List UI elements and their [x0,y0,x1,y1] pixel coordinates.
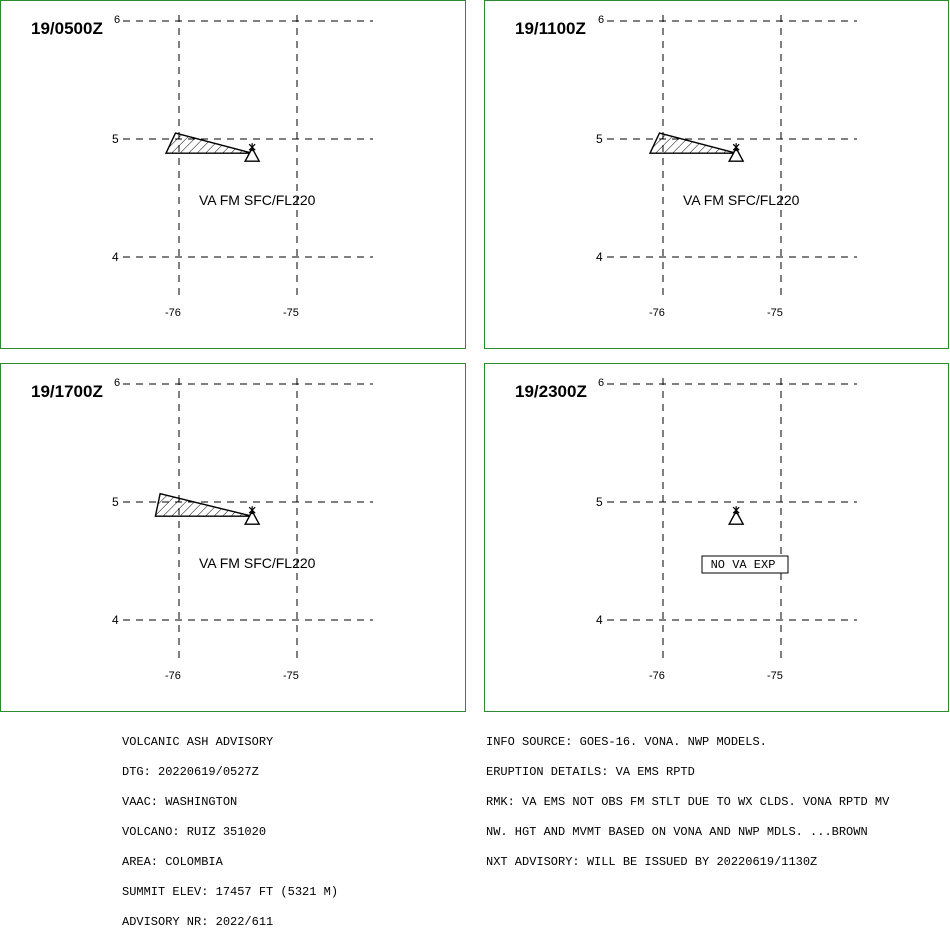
longitude-tick-label--76: -76 [165,307,181,319]
forecast-time-label: 19/0500Z [31,19,103,38]
latitude-tick-label-4: 4 [112,250,119,264]
forecast-panel-2300z [484,363,949,712]
map-canvas [485,364,950,713]
forecast-panel-0500z [0,0,466,349]
advisory-title: VOLCANIC ASH ADVISORY [122,735,274,749]
latitude-tick-label-5: 5 [596,132,603,146]
advisory-dtg: DTG: 20220619/0527Z [122,765,259,779]
advisory-remarks-line1: RMK: VA EMS NOT OBS FM STLT DUE TO WX CLDS. VONA RPTD MV [486,795,890,809]
ash-cloud-polygon [166,133,252,153]
latitude-tick-label-6: 6 [114,377,121,389]
advisory-eruption-details: ERUPTION DETAILS: VA EMS RPTD [486,765,695,779]
advisory-volcano: VOLCANO: RUIZ 351020 [122,825,267,839]
longitude-tick-label--75: -75 [283,307,299,319]
longitude-tick-label--75: -75 [767,307,783,319]
forecast-time-label: 19/2300Z [515,382,587,401]
advisory-number: ADVISORY NR: 2022/611 [122,915,274,929]
map-canvas [485,1,950,350]
latitude-tick-label-5: 5 [112,495,119,509]
latitude-tick-label-6: 6 [114,14,121,26]
longitude-tick-label--76: -76 [649,670,665,682]
ash-cloud-polygon [650,133,736,153]
longitude-tick-label--75: -75 [283,670,299,682]
ash-cloud-polygon [155,494,252,516]
advisory-summit-elev: SUMMIT ELEV: 17457 FT (5321 M) [122,885,339,899]
map-canvas [1,1,467,350]
forecast-panel-1100z [484,0,949,349]
advisory-area: AREA: COLOMBIA [122,855,223,869]
longitude-tick-label--76: -76 [649,307,665,319]
advisory-details-block [486,717,889,877]
map-canvas [1,364,467,713]
ash-altitude-label: VA FM SFC/FL220 [199,192,316,208]
ash-altitude-label: VA FM SFC/FL220 [683,192,800,208]
latitude-tick-label-5: 5 [596,495,603,509]
ash-altitude-label: VA FM SFC/FL220 [199,555,316,571]
forecast-time-label: 19/1100Z [515,19,586,38]
volcano-triangle-icon [729,506,743,524]
advisory-info-source: INFO SOURCE: GOES-16. VONA. NWP MODELS. [486,735,767,749]
advisory-header-block [122,717,338,937]
longitude-tick-label--75: -75 [767,670,783,682]
advisory-next: NXT ADVISORY: WILL BE ISSUED BY 20220619/1130Z [486,855,818,869]
latitude-tick-label-5: 5 [112,132,119,146]
no-va-expected-label: NO VA EXP [710,558,776,572]
forecast-time-label: 19/1700Z [31,382,103,401]
advisory-remarks-line2: NW. HGT AND MVMT BASED ON VONA AND NWP MDLS. ...BROWN [486,825,868,839]
latitude-tick-label-4: 4 [596,613,603,627]
forecast-panel-1700z [0,363,466,712]
longitude-tick-label--76: -76 [165,670,181,682]
latitude-tick-label-6: 6 [598,14,605,26]
latitude-tick-label-6: 6 [598,377,605,389]
latitude-tick-label-4: 4 [596,250,603,264]
latitude-tick-label-4: 4 [112,613,119,627]
advisory-vaac: VAAC: WASHINGTON [122,795,238,809]
